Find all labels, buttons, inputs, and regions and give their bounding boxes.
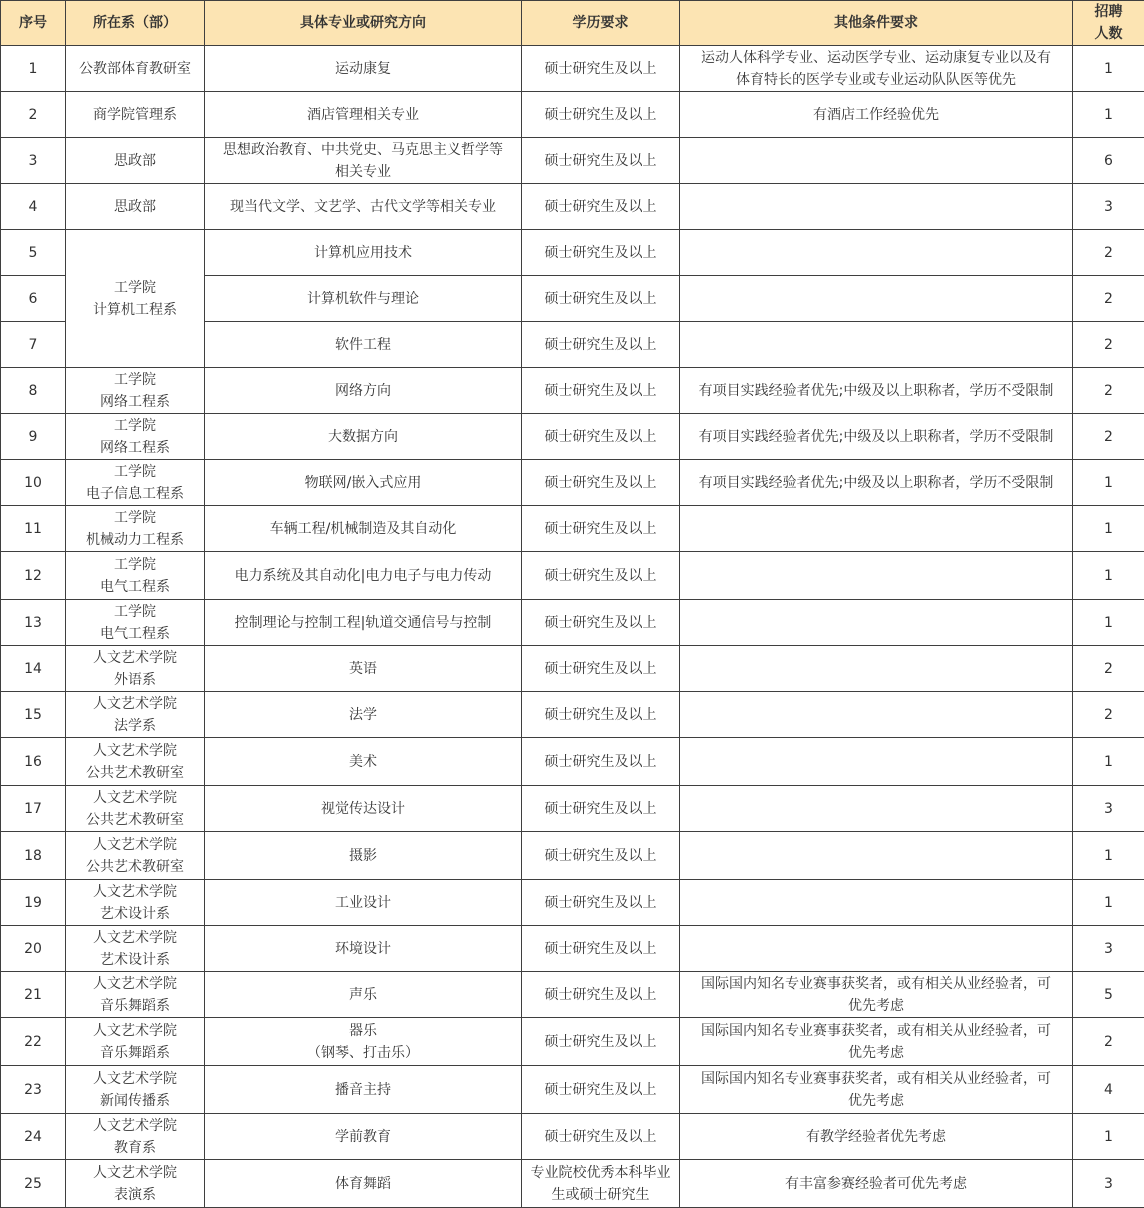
cell-other (680, 92, 1073, 138)
cell-other (680, 926, 1073, 972)
cell-dept-line: 艺术设计系 (69, 903, 201, 925)
cell-seq: 21 (1, 972, 66, 1018)
cell-dept (66, 414, 205, 460)
cell-edu (522, 738, 680, 786)
cell-dept-line: 思政部 (69, 196, 201, 218)
cell-other (680, 692, 1073, 738)
cell-major (205, 92, 522, 138)
header-seq: 序号 (1, 1, 66, 46)
cell-edu (522, 1066, 680, 1114)
cell-dept (66, 184, 205, 230)
cell-dept-line: 电子信息工程系 (69, 483, 201, 505)
cell-seq: 23 (1, 1066, 66, 1114)
cell-major (205, 926, 522, 972)
cell-count: 1 (1073, 832, 1144, 880)
cell-edu-line: 硕士研究生及以上 (525, 1031, 676, 1053)
cell-major-line: 思想政治教育、中共党史、马克思主义哲学等 (208, 139, 518, 161)
cell-major (205, 972, 522, 1018)
cell-count: 1 (1073, 460, 1144, 506)
cell-edu-line: 硕士研究生及以上 (525, 565, 676, 587)
cell-count: 2 (1073, 646, 1144, 692)
cell-edu-line: 硕士研究生及以上 (525, 704, 676, 726)
cell-count: 1 (1073, 1114, 1144, 1160)
cell-dept (66, 972, 205, 1018)
cell-count: 1 (1073, 46, 1144, 92)
cell-edu (522, 506, 680, 552)
cell-edu-line: 硕士研究生及以上 (525, 658, 676, 680)
cell-edu (522, 1160, 680, 1208)
table-row (1, 506, 1144, 552)
cell-dept (66, 92, 205, 138)
cell-count: 2 (1073, 368, 1144, 414)
header-edu: 学历要求 (522, 1, 680, 46)
cell-dept-line: 人文艺术学院 (69, 1020, 201, 1042)
table-row (1, 600, 1144, 646)
cell-dept-line: 人文艺术学院 (69, 1115, 201, 1137)
cell-seq: 2 (1, 92, 66, 138)
cell-edu (522, 414, 680, 460)
cell-count: 3 (1073, 786, 1144, 832)
cell-edu-line: 专业院校优秀本科毕业 (525, 1162, 676, 1184)
table-row (1, 646, 1144, 692)
cell-other (680, 1018, 1073, 1066)
cell-dept-line: 工学院 (69, 601, 201, 623)
cell-major (205, 738, 522, 786)
cell-major (205, 1066, 522, 1114)
cell-seq: 3 (1, 138, 66, 184)
cell-major-line: 学前教育 (208, 1126, 518, 1148)
cell-edu (522, 230, 680, 276)
cell-dept-line: 网络工程系 (69, 391, 201, 413)
cell-other (680, 506, 1073, 552)
table-row (1, 786, 1144, 832)
cell-dept (66, 1066, 205, 1114)
cell-major (205, 600, 522, 646)
cell-edu-line: 硕士研究生及以上 (525, 150, 676, 172)
cell-dept-line: 人文艺术学院 (69, 693, 201, 715)
cell-dept-line: 计算机工程系 (69, 299, 201, 321)
cell-major (205, 646, 522, 692)
cell-seq: 19 (1, 880, 66, 926)
cell-edu-line: 硕士研究生及以上 (525, 938, 676, 960)
cell-dept-line: 人文艺术学院 (69, 740, 201, 762)
cell-count: 2 (1073, 692, 1144, 738)
cell-major-line: 法学 (208, 704, 518, 726)
cell-edu (522, 880, 680, 926)
cell-dept (66, 138, 205, 184)
cell-dept-line: 工学院 (69, 554, 201, 576)
cell-dept (66, 368, 205, 414)
cell-edu (522, 646, 680, 692)
cell-dept (66, 460, 205, 506)
cell-other-line: 有丰富参赛经验者可优先考虑 (683, 1173, 1069, 1195)
cell-other (680, 414, 1073, 460)
cell-seq: 1 (1, 46, 66, 92)
table-row (1, 1066, 1144, 1114)
cell-count: 3 (1073, 184, 1144, 230)
cell-major-line: 计算机应用技术 (208, 242, 518, 264)
cell-other-line: 有教学经验者优先考虑 (683, 1126, 1069, 1148)
cell-other (680, 138, 1073, 184)
cell-edu-line: 硕士研究生及以上 (525, 1126, 676, 1148)
cell-other-line: 国际国内知名专业赛事获奖者，或有相关从业经验者，可 (683, 1068, 1069, 1090)
cell-dept-line: 公共艺术教研室 (69, 809, 201, 831)
cell-edu-line: 硕士研究生及以上 (525, 58, 676, 80)
cell-major-line: 相关专业 (208, 161, 518, 183)
cell-dept (66, 230, 205, 368)
cell-dept (66, 1114, 205, 1160)
cell-major (205, 786, 522, 832)
cell-dept-line: 电气工程系 (69, 623, 201, 645)
cell-dept-line: 人文艺术学院 (69, 1162, 201, 1184)
cell-other-line: 优先考虑 (683, 995, 1069, 1017)
cell-major (205, 1114, 522, 1160)
cell-dept (66, 926, 205, 972)
cell-edu (522, 786, 680, 832)
cell-edu-line: 硕士研究生及以上 (525, 380, 676, 402)
header-other: 其他条件要求 (680, 1, 1073, 46)
cell-other (680, 832, 1073, 880)
cell-seq: 10 (1, 460, 66, 506)
cell-count: 1 (1073, 600, 1144, 646)
cell-major (205, 184, 522, 230)
cell-count: 6 (1073, 138, 1144, 184)
cell-dept-line: 人文艺术学院 (69, 881, 201, 903)
cell-seq: 9 (1, 414, 66, 460)
cell-edu (522, 600, 680, 646)
cell-other (680, 1160, 1073, 1208)
cell-edu-line: 硕士研究生及以上 (525, 518, 676, 540)
table-row (1, 414, 1144, 460)
cell-major-line: 视觉传达设计 (208, 798, 518, 820)
cell-other-line: 优先考虑 (683, 1042, 1069, 1064)
cell-seq: 7 (1, 322, 66, 368)
table-row (1, 738, 1144, 786)
cell-other (680, 276, 1073, 322)
table-body (1, 46, 1144, 1208)
cell-major-line: 控制理论与控制工程|轨道交通信号与控制 (208, 612, 518, 634)
cell-other-line: 优先考虑 (683, 1090, 1069, 1112)
cell-dept-line: 人文艺术学院 (69, 834, 201, 856)
cell-major-line: 物联网/嵌入式应用 (208, 472, 518, 494)
cell-dept-line: 艺术设计系 (69, 949, 201, 971)
cell-edu (522, 322, 680, 368)
table-row (1, 926, 1144, 972)
cell-edu (522, 46, 680, 92)
cell-dept-line: 网络工程系 (69, 437, 201, 459)
cell-dept (66, 738, 205, 786)
cell-seq: 15 (1, 692, 66, 738)
table-row (1, 230, 1144, 276)
cell-seq: 22 (1, 1018, 66, 1066)
cell-other (680, 184, 1073, 230)
cell-dept-line: 公教部体育教研室 (69, 58, 201, 80)
cell-dept-line: 音乐舞蹈系 (69, 1042, 201, 1064)
cell-major-line: 运动康复 (208, 58, 518, 80)
cell-other (680, 880, 1073, 926)
cell-major-line: 摄影 (208, 845, 518, 867)
cell-other (680, 786, 1073, 832)
cell-edu-line: 硕士研究生及以上 (525, 288, 676, 310)
cell-major-line: 酒店管理相关专业 (208, 104, 518, 126)
cell-major (205, 46, 522, 92)
cell-other-line: 有酒店工作经验优先 (683, 104, 1069, 126)
cell-major-line: 播音主持 (208, 1079, 518, 1101)
cell-dept-line: 人文艺术学院 (69, 973, 201, 995)
table-row (1, 92, 1144, 138)
cell-seq: 4 (1, 184, 66, 230)
cell-dept (66, 646, 205, 692)
cell-major (205, 506, 522, 552)
cell-major (205, 552, 522, 600)
cell-edu (522, 276, 680, 322)
cell-other-line: 运动人体科学专业、运动医学专业、运动康复专业以及有 (683, 47, 1069, 69)
cell-other (680, 738, 1073, 786)
cell-major-line: 计算机软件与理论 (208, 288, 518, 310)
table-row (1, 692, 1144, 738)
cell-major-line: 器乐 (208, 1020, 518, 1042)
cell-other-line: 国际国内知名专业赛事获奖者，或有相关从业经验者，可 (683, 973, 1069, 995)
cell-dept (66, 880, 205, 926)
cell-seq: 20 (1, 926, 66, 972)
cell-other (680, 552, 1073, 600)
cell-count: 1 (1073, 92, 1144, 138)
cell-edu-line: 硕士研究生及以上 (525, 242, 676, 264)
cell-count: 2 (1073, 414, 1144, 460)
header-count-line1: 招聘 (1076, 1, 1141, 23)
cell-edu (522, 368, 680, 414)
cell-major (205, 414, 522, 460)
cell-edu-line: 硕士研究生及以上 (525, 104, 676, 126)
cell-edu (522, 460, 680, 506)
cell-major (205, 1018, 522, 1066)
cell-dept-line: 电气工程系 (69, 576, 201, 598)
cell-other (680, 322, 1073, 368)
cell-dept-line: 工学院 (69, 415, 201, 437)
table-row (1, 972, 1144, 1018)
header-major: 具体专业或研究方向 (205, 1, 522, 46)
cell-seq: 12 (1, 552, 66, 600)
cell-dept-line: 公共艺术教研室 (69, 856, 201, 878)
cell-major (205, 276, 522, 322)
table-row (1, 46, 1144, 92)
cell-edu (522, 692, 680, 738)
cell-major-line: 工业设计 (208, 892, 518, 914)
header-count (1073, 1, 1144, 46)
cell-seq: 16 (1, 738, 66, 786)
cell-major (205, 138, 522, 184)
cell-major-line: 网络方向 (208, 380, 518, 402)
cell-dept-line: 商学院管理系 (69, 104, 201, 126)
cell-dept (66, 692, 205, 738)
cell-edu-line: 硕士研究生及以上 (525, 612, 676, 634)
cell-other (680, 600, 1073, 646)
cell-edu-line: 硕士研究生及以上 (525, 845, 676, 867)
cell-major-line: 体育舞蹈 (208, 1173, 518, 1195)
cell-major-line: 美术 (208, 751, 518, 773)
cell-dept-line: 工学院 (69, 369, 201, 391)
cell-count: 2 (1073, 230, 1144, 276)
cell-count: 3 (1073, 926, 1144, 972)
cell-major (205, 832, 522, 880)
cell-other (680, 1066, 1073, 1114)
table-row (1, 1018, 1144, 1066)
header-row (1, 1, 1144, 46)
cell-edu (522, 926, 680, 972)
cell-count: 2 (1073, 1018, 1144, 1066)
table-row (1, 1160, 1144, 1208)
cell-edu (522, 1114, 680, 1160)
cell-dept-line: 教育系 (69, 1137, 201, 1159)
cell-other (680, 646, 1073, 692)
cell-dept (66, 786, 205, 832)
cell-other-line: 有项目实践经验者优先;中级及以上职称者，学历不受限制 (683, 380, 1069, 402)
cell-edu-line: 硕士研究生及以上 (525, 751, 676, 773)
cell-other-line: 有项目实践经验者优先;中级及以上职称者，学历不受限制 (683, 472, 1069, 494)
cell-count: 1 (1073, 738, 1144, 786)
cell-dept-line: 法学系 (69, 715, 201, 737)
cell-other (680, 368, 1073, 414)
cell-other-line: 有项目实践经验者优先;中级及以上职称者，学历不受限制 (683, 426, 1069, 448)
cell-major-line: 电力系统及其自动化|电力电子与电力传动 (208, 565, 518, 587)
cell-dept-line: 工学院 (69, 277, 201, 299)
table-row (1, 460, 1144, 506)
cell-dept (66, 1018, 205, 1066)
cell-count: 2 (1073, 322, 1144, 368)
cell-count: 1 (1073, 552, 1144, 600)
cell-seq: 13 (1, 600, 66, 646)
cell-dept-line: 工学院 (69, 507, 201, 529)
cell-dept-line: 思政部 (69, 150, 201, 172)
cell-dept-line: 公共艺术教研室 (69, 762, 201, 784)
cell-edu-line: 硕士研究生及以上 (525, 798, 676, 820)
cell-edu (522, 184, 680, 230)
table-row (1, 368, 1144, 414)
table-row (1, 880, 1144, 926)
cell-major-line: 车辆工程/机械制造及其自动化 (208, 518, 518, 540)
cell-major-line: 现当代文学、文艺学、古代文学等相关专业 (208, 196, 518, 218)
cell-dept-line: 人文艺术学院 (69, 647, 201, 669)
cell-edu-line: 硕士研究生及以上 (525, 1079, 676, 1101)
cell-other-line: 体育特长的医学专业或专业运动队队医等优先 (683, 69, 1069, 91)
cell-seq: 18 (1, 832, 66, 880)
cell-major-line: 环境设计 (208, 938, 518, 960)
cell-edu (522, 832, 680, 880)
cell-dept (66, 832, 205, 880)
cell-edu (522, 92, 680, 138)
cell-seq: 5 (1, 230, 66, 276)
cell-edu (522, 972, 680, 1018)
cell-other (680, 1114, 1073, 1160)
cell-major-line: （钢琴、打击乐） (208, 1042, 518, 1064)
cell-other (680, 972, 1073, 1018)
cell-major (205, 230, 522, 276)
cell-seq: 25 (1, 1160, 66, 1208)
cell-major (205, 322, 522, 368)
cell-seq: 24 (1, 1114, 66, 1160)
cell-edu-line: 硕士研究生及以上 (525, 334, 676, 356)
cell-major-line: 大数据方向 (208, 426, 518, 448)
cell-seq: 6 (1, 276, 66, 322)
cell-dept (66, 600, 205, 646)
cell-seq: 11 (1, 506, 66, 552)
cell-edu-line: 硕士研究生及以上 (525, 426, 676, 448)
cell-major (205, 368, 522, 414)
header-dept: 所在系（部） (66, 1, 205, 46)
table-row (1, 184, 1144, 230)
cell-major (205, 1160, 522, 1208)
cell-dept (66, 506, 205, 552)
cell-major (205, 460, 522, 506)
cell-dept-line: 人文艺术学院 (69, 787, 201, 809)
table-row (1, 832, 1144, 880)
table-row (1, 552, 1144, 600)
cell-dept-line: 工学院 (69, 461, 201, 483)
cell-major-line: 声乐 (208, 984, 518, 1006)
cell-seq: 14 (1, 646, 66, 692)
cell-edu-line: 硕士研究生及以上 (525, 892, 676, 914)
cell-dept-line: 表演系 (69, 1184, 201, 1206)
table-row (1, 1114, 1144, 1160)
cell-count: 1 (1073, 880, 1144, 926)
cell-count: 1 (1073, 506, 1144, 552)
cell-seq: 17 (1, 786, 66, 832)
cell-other (680, 460, 1073, 506)
cell-other-line: 国际国内知名专业赛事获奖者，或有相关从业经验者，可 (683, 1020, 1069, 1042)
cell-dept-line: 人文艺术学院 (69, 927, 201, 949)
cell-dept (66, 46, 205, 92)
cell-dept-line: 人文艺术学院 (69, 1068, 201, 1090)
cell-edu-line: 硕士研究生及以上 (525, 472, 676, 494)
cell-dept-line: 机械动力工程系 (69, 529, 201, 551)
cell-count: 5 (1073, 972, 1144, 1018)
cell-edu-line: 硕士研究生及以上 (525, 984, 676, 1006)
cell-major (205, 880, 522, 926)
cell-edu (522, 552, 680, 600)
cell-dept-line: 外语系 (69, 669, 201, 691)
cell-dept (66, 552, 205, 600)
cell-other (680, 230, 1073, 276)
cell-dept-line: 音乐舞蹈系 (69, 995, 201, 1017)
cell-major (205, 692, 522, 738)
cell-dept-line: 新闻传播系 (69, 1090, 201, 1112)
table-row (1, 138, 1144, 184)
cell-count: 4 (1073, 1066, 1144, 1114)
cell-dept (66, 1160, 205, 1208)
cell-major-line: 英语 (208, 658, 518, 680)
cell-other (680, 46, 1073, 92)
cell-edu (522, 1018, 680, 1066)
header-count-line2: 人数 (1076, 23, 1141, 45)
cell-count: 2 (1073, 276, 1144, 322)
cell-major-line: 软件工程 (208, 334, 518, 356)
cell-edu-line: 硕士研究生及以上 (525, 196, 676, 218)
cell-edu-line: 生或硕士研究生 (525, 1184, 676, 1206)
cell-count: 3 (1073, 1160, 1144, 1208)
cell-edu (522, 138, 680, 184)
cell-seq: 8 (1, 368, 66, 414)
